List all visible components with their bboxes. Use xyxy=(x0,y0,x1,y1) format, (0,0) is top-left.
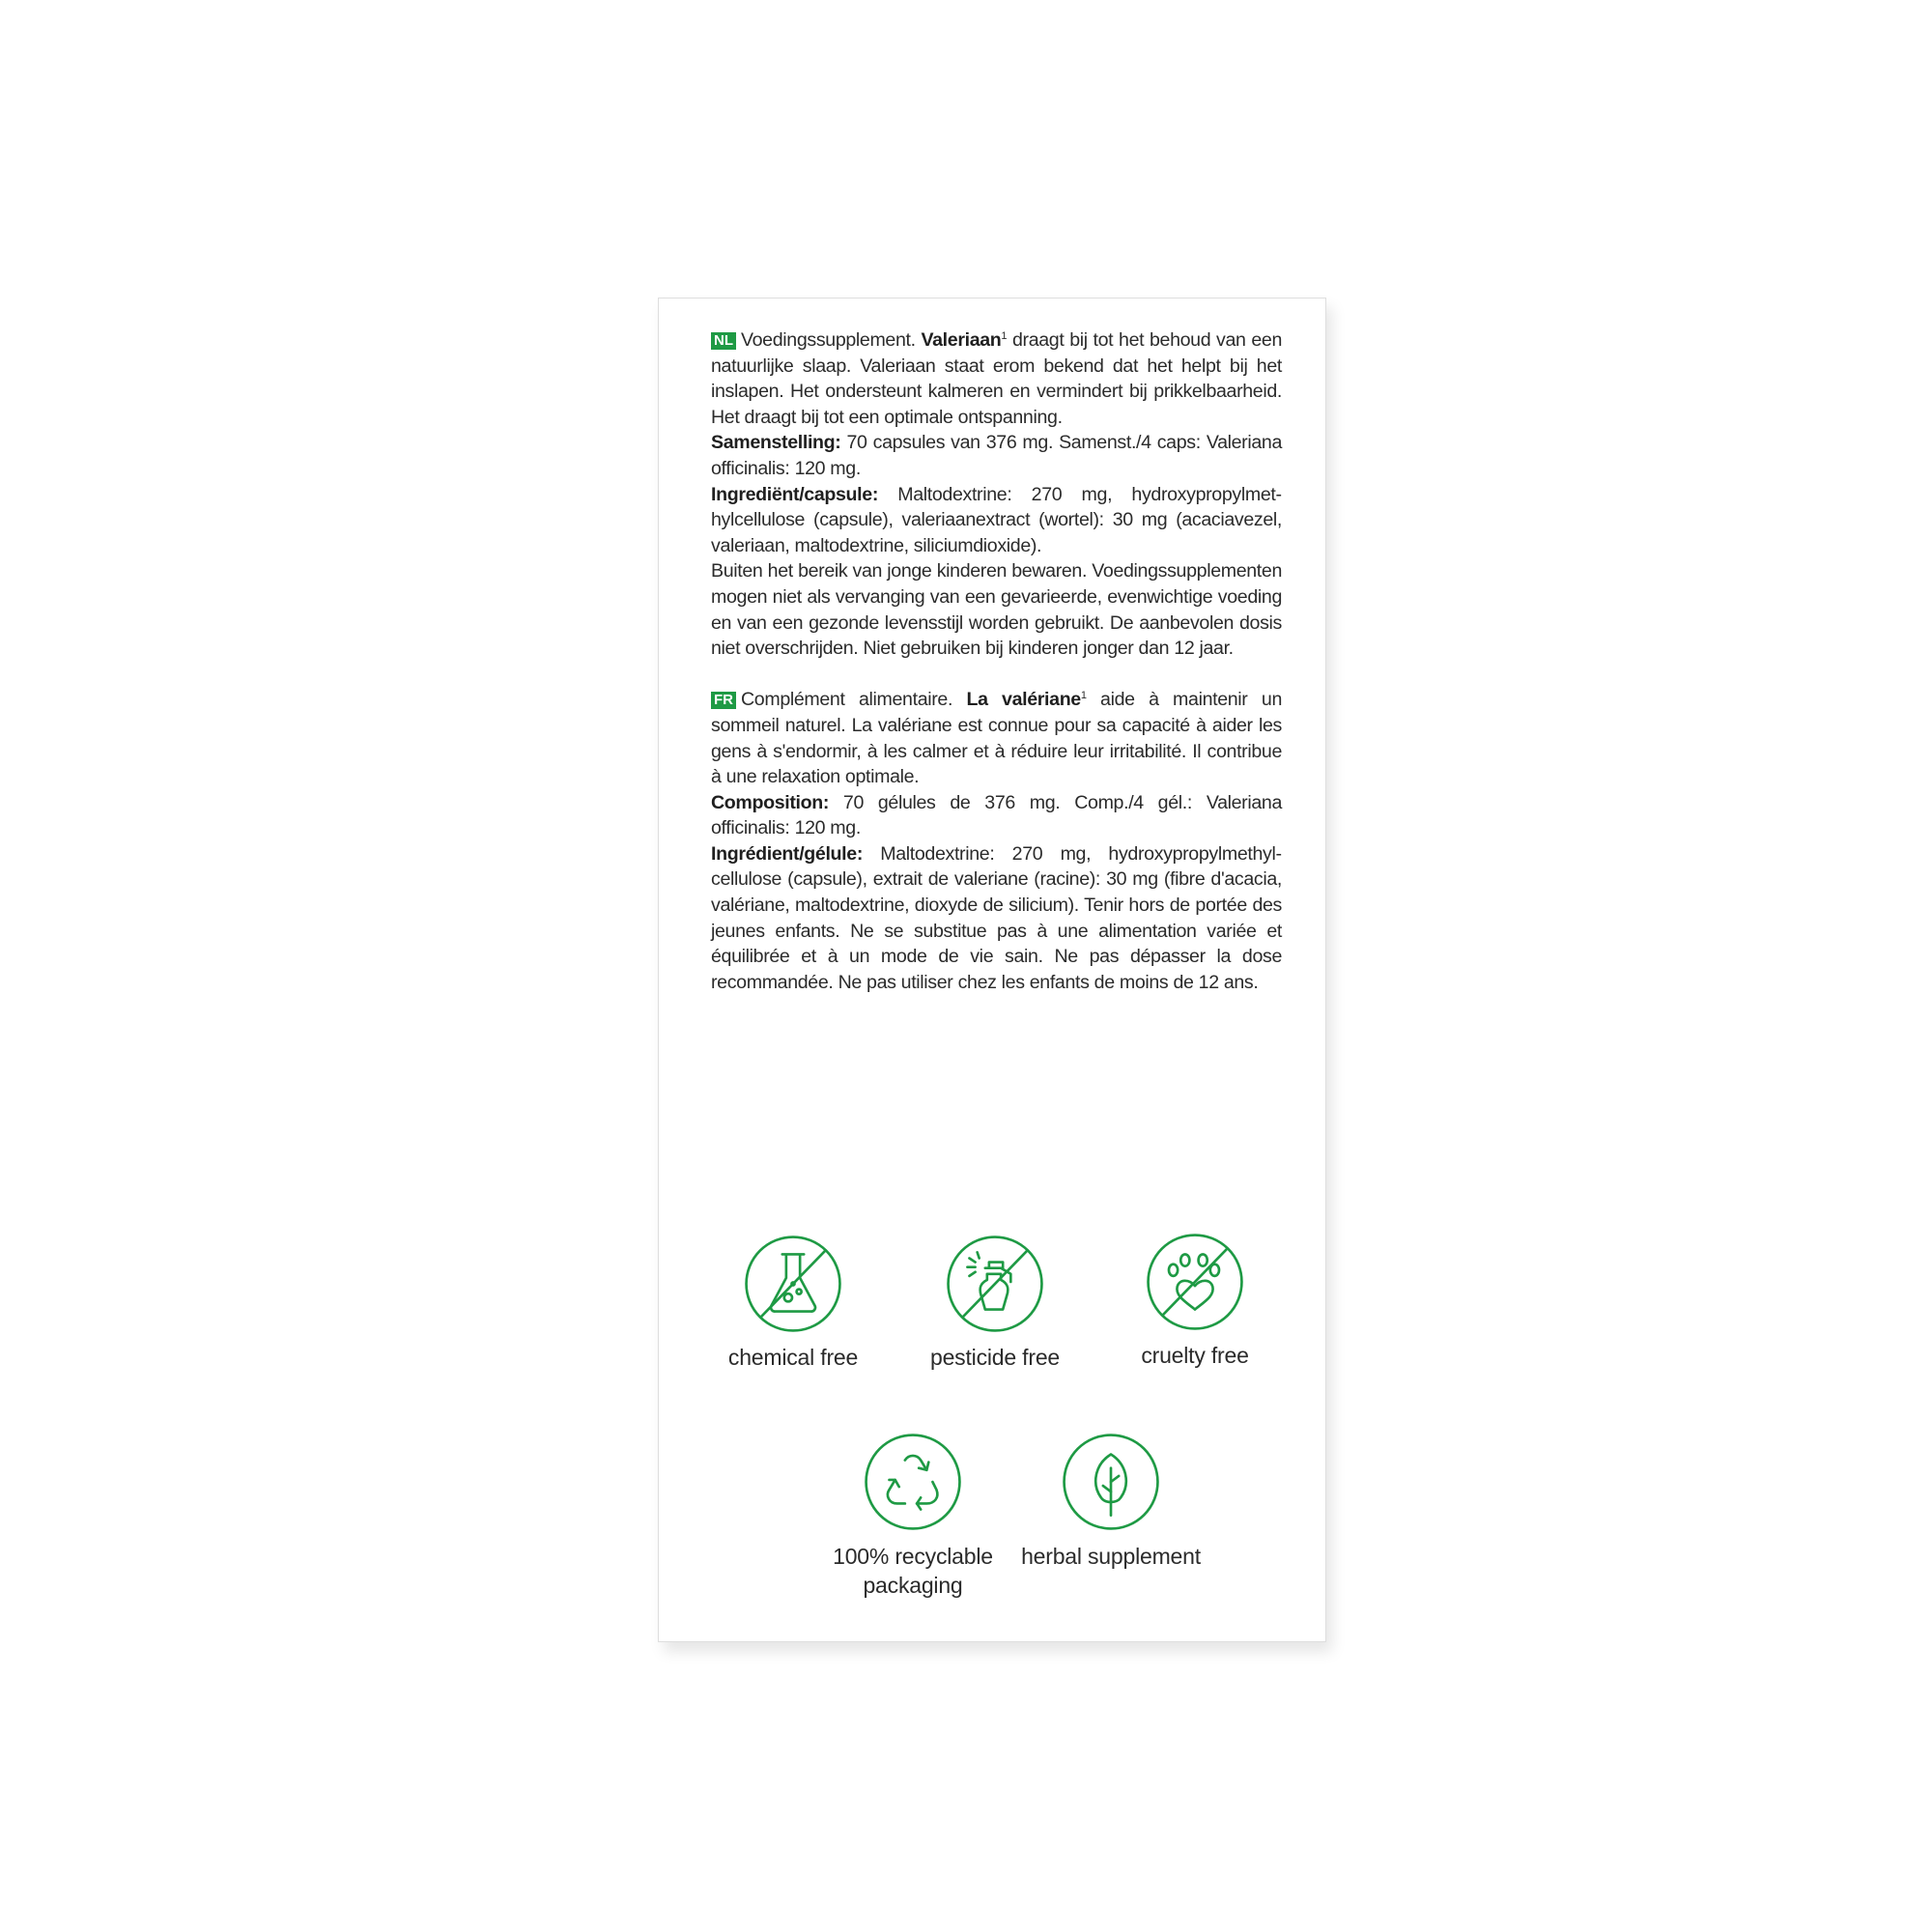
label-text xyxy=(711,327,1282,995)
nl-composition: Samenstelling: 70 capsules van 376 mg. Samenst./4 caps: Valeriana officinalis: 120 mg. xyxy=(711,432,1282,479)
fr-ingredients: Ingrédient/gélule: Maltodextrine: 270 mg, hydroxypropylmethylcellulose (capsule), extrait de valeriane (racine): 30 mg (fibre d'acacia, valériane, maltodextrine, dioxyde de silicium). Tenir hors de portée des jeunes enfants. Ne se substitue pas à une alimentation variée et équilibrée et à un mode de vie sain. Ne pas dépasser la dose recommandée. Ne pas utiliser chez les enfants de moins de 12 ans. xyxy=(711,842,1282,993)
spray-no-icon xyxy=(946,1235,1044,1333)
fr-composition: Composition: 70 gélules de 376 mg. Comp./4 gél.: Valeriana officinalis: 120 mg. xyxy=(711,791,1282,839)
recycle-icon xyxy=(864,1433,962,1531)
nl-ingredients: Ingrediënt/capsule: Maltodextrine: 270 mg, hydroxypropylmethylcellulose (capsule), valeriaanextract (wortel): 30 mg (acaciavezel, valeriaan, maltodextrine, siliciumdioxide). xyxy=(711,483,1282,556)
paw-no-icon xyxy=(1146,1233,1244,1331)
nl-intro: NL Voedingssupplement. Valeriaan$^1$ draagt bij tot het behoud van een natuurlijke slaap. Valeriaan staat erom bekend dat het helpt bij het inslapen. Het ondersteunt kalmeren en vermindert bij prikkelbaarheid. Het draagt bij tot een optimale ontspanning. xyxy=(711,329,1283,428)
leaf-icon xyxy=(1062,1433,1160,1531)
product-box-side xyxy=(658,298,1326,1642)
badge-label-cruelty: cruelty free xyxy=(1141,1343,1249,1368)
fr-intro: FR Complément alimentaire. La valériane$^1$ aide à maintenir un sommeil naturel. La valériane est connue pour sa capacité à aider les gens à s'endormir, à les calmer et à réduire leur irritabilité. Il contribue à une relaxation optimale. xyxy=(711,689,1282,788)
badge-label-herbal: herbal supplement xyxy=(1021,1544,1201,1569)
nl-badge: NL xyxy=(711,332,736,350)
nl-warning: Buiten het bereik van jonge kinderen bewaren. Voedingssupplementen mogen niet als vervanging van een gevarieerde, evenwichtige voeding en van een gezonde levensstijl worden gebruikt. De aanbevolen dosis niet overschrijden. Niet gebruiken bij kinderen jonger dan 12 jaar. xyxy=(711,560,1282,660)
fr-badge: FR xyxy=(711,692,736,709)
flask-no-icon xyxy=(744,1235,842,1333)
badge-label-chemical: chemical free xyxy=(727,1345,859,1370)
badge-label-pesticide: pesticide free xyxy=(930,1345,1060,1370)
badge-label-recyclable: 100% recyclable packaging xyxy=(833,1544,993,1598)
